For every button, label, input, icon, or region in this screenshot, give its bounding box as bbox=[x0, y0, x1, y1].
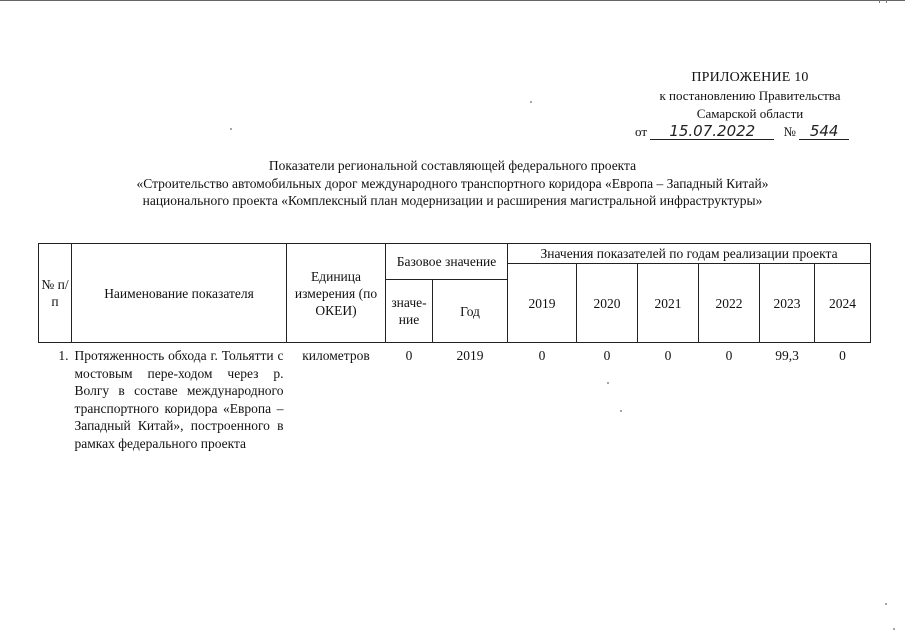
row-value-2024: 0 bbox=[839, 348, 846, 363]
title-line-2: «Строительство автомобильных дорог международного транспортного коридора «Европа – Западный Китай» bbox=[136, 175, 769, 191]
header-year-2020: 2020 bbox=[577, 264, 638, 343]
header-year-2024: 2024 bbox=[815, 264, 871, 343]
decree-number-handwritten: 544 bbox=[799, 123, 849, 140]
scan-speck bbox=[530, 101, 532, 103]
scan-mark bbox=[879, 0, 887, 3]
scan-speck bbox=[620, 410, 622, 412]
title-line-1: Показатели региональной составляющей федерального проекта bbox=[268, 158, 637, 173]
from-label: от bbox=[635, 124, 648, 139]
title-line-3: национального проекта «Комплексный план модернизации и расширения магистральной инфраструктуры» bbox=[142, 193, 763, 208]
header-year-2022: 2022 bbox=[699, 264, 760, 343]
row-unit: километров bbox=[302, 348, 370, 363]
row-value-2019: 0 bbox=[538, 348, 546, 363]
row-base-year: 2019 bbox=[456, 348, 484, 363]
page-top-edge bbox=[0, 0, 905, 1]
row-value-2022: 0 bbox=[725, 348, 733, 363]
appendix-line-2: Самарской области bbox=[696, 106, 804, 121]
header-num: № п/п bbox=[39, 244, 72, 343]
row-value-2020: 0 bbox=[603, 348, 611, 363]
row-num: 1. bbox=[58, 348, 69, 363]
row-value-2021: 0 bbox=[664, 348, 672, 363]
header-year-2023: 2023 bbox=[760, 264, 815, 343]
appendix-block bbox=[600, 69, 900, 143]
decree-date-number bbox=[600, 123, 900, 143]
header-base: Базовое значение bbox=[386, 244, 508, 280]
header-name: Наименование показателя bbox=[72, 244, 287, 343]
appendix-line-1: к постановлению Правительства bbox=[659, 88, 841, 103]
header-base-value: значе-ние bbox=[386, 280, 433, 343]
document-title bbox=[0, 157, 905, 210]
appendix-title: ПРИЛОЖЕНИЕ 10 bbox=[691, 70, 809, 85]
header-base-year: Год bbox=[433, 280, 508, 343]
scan-speck bbox=[230, 128, 232, 130]
header-years-group: Значения показателей по годам реализации проекта bbox=[508, 244, 871, 264]
scan-speck bbox=[885, 603, 887, 605]
decree-date-handwritten: 15.07.2022 bbox=[650, 123, 774, 140]
header-year-2021: 2021 bbox=[638, 264, 699, 343]
scan-speck bbox=[607, 382, 609, 384]
row-value-2023: 99,3 bbox=[775, 348, 799, 363]
table-row bbox=[39, 343, 871, 453]
number-label: № bbox=[783, 124, 796, 139]
indicators-table bbox=[38, 243, 871, 452]
row-base-value: 0 bbox=[405, 348, 413, 363]
scan-speck bbox=[893, 628, 895, 630]
header-unit: Единица измерения (по ОКЕИ) bbox=[287, 244, 386, 343]
header-year-2019: 2019 bbox=[508, 264, 577, 343]
row-indicator-name: Протяженность обхода г. Тольятти с мостовым пере-ходом через р. Волгу в составе международного транспортного коридора «Европа – Западный Китай», построенного в рамках федерального проекта bbox=[74, 348, 284, 451]
